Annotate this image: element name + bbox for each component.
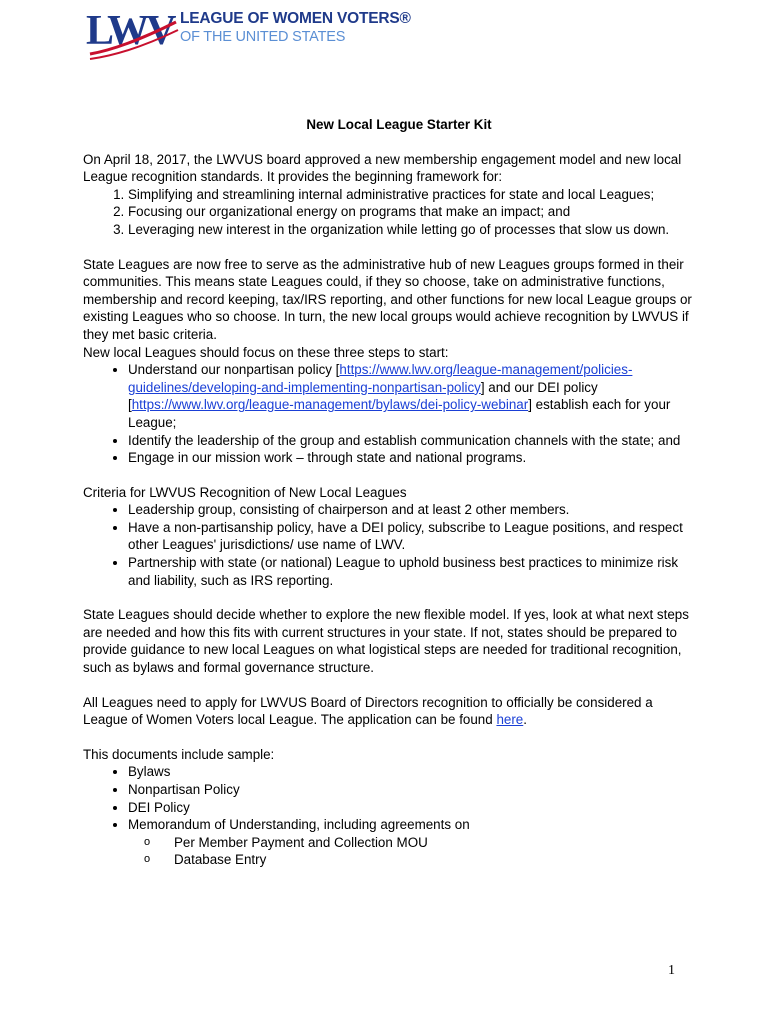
mou-subitem: o Per Member Payment and Collection MOU [174,834,695,852]
steps-intro: New local Leagues should focus on these three steps to start: [83,344,449,360]
document-item: • Bylaws [128,763,695,781]
page-title: New Local League Starter Kit [306,117,492,132]
lwv-logo-mark [84,4,180,68]
framework-item: 3. Leveraging new interest in the organization while letting go of processes that slow us down. [128,221,695,239]
framework-list [83,186,695,239]
step-item: • Identify the leadership of the group and establish communication channels with the state; and [128,432,695,450]
documents-intro: This documents include sample: [83,746,275,762]
framework-item: 2. Focusing our organizational energy on programs that make an impact; and [128,203,695,221]
steps-list [83,361,695,467]
mou-sublist [128,834,695,869]
logo-line1: LEAGUE OF WOMEN VOTERS® [180,10,411,27]
application-here-link[interactable]: here [496,712,524,728]
criteria-item: • Partnership with state (or national) League to uphold business best practices to minimize risk and liability, such as IRS reporting. [128,554,695,589]
document-item: • DEI Policy [128,799,695,817]
flexible-model-paragraph: State Leagues should decide whether to explore the new flexible model. If yes, look at what next steps are needed and how this fits with current structures in your state. If not, states should be prepared to provide guidance to new local Leagues on what logistical steps are needed for traditional recognition, such as bylaws and formal governance structure. [83,607,689,676]
page-number: 1 [668,963,675,978]
documents-list [83,763,695,869]
document-body [83,116,695,869]
criteria-heading: Criteria for LWVUS Recognition of New Local Leagues [83,484,407,500]
document-item: • Memorandum of Understanding, including agreements on o Per Member Payment and Collection MOU o Database Entry [128,816,695,869]
intro-paragraph: On April 18, 2017, the LWVUS board approved a new membership engagement model and new local League recognition standards. It provides the beginning framework for: [83,151,682,185]
apply-paragraph: All Leagues need to apply for LWVUS Board of Directors recognition to officially be considered a League of Women Voters local League. The application can be found here. [83,694,653,728]
criteria-item: • Leadership group, consisting of chairperson and at least 2 other members. [128,501,695,519]
step-item: • Engage in our mission work – through state and national programs. [128,449,695,467]
lwv-logo [84,4,411,68]
nonpartisan-policy-link[interactable]: https://www.lwv.org/league-management/policies-guidelines/developing-and-implementing-nonpartisan-policy [128,362,633,395]
mou-subitem: o Database Entry [174,851,695,869]
svg-text:LWV: LWV [86,8,174,54]
document-item: • Nonpartisan Policy [128,781,695,799]
step-item: • Understand our nonpartisan policy [https://www.lwv.org/league-management/policies-guidelines/developing-and-implementing-nonpartisan-policy] and our DEI policy [https://www.lwv.org/league-management/bylaws/dei-policy-webinar] establish each for your League; [128,361,695,431]
criteria-item: • Have a non-partisanship policy, have a DEI policy, subscribe to League positions, and respect other Leagues' jurisdictions/ use name of LWV. [128,519,695,554]
state-hub-paragraph: State Leagues are now free to serve as the administrative hub of new Leagues groups formed in their communities. This means state Leagues could, if they so choose, take on administrative functions, membership and record keeping, tax/IRS reporting, and other functions for new local League groups or existing Leagues who so choose. In turn, the new local groups would achieve recognition by LWVUS if they met basic criteria. [83,256,692,342]
criteria-list [83,501,695,589]
logo-line2: OF THE UNITED STATES [180,29,346,45]
dei-policy-link[interactable]: https://www.lwv.org/league-management/bylaws/dei-policy-webinar [131,397,529,413]
framework-item: 1. Simplifying and streamlining internal administrative practices for state and local Leagues; [128,186,695,204]
